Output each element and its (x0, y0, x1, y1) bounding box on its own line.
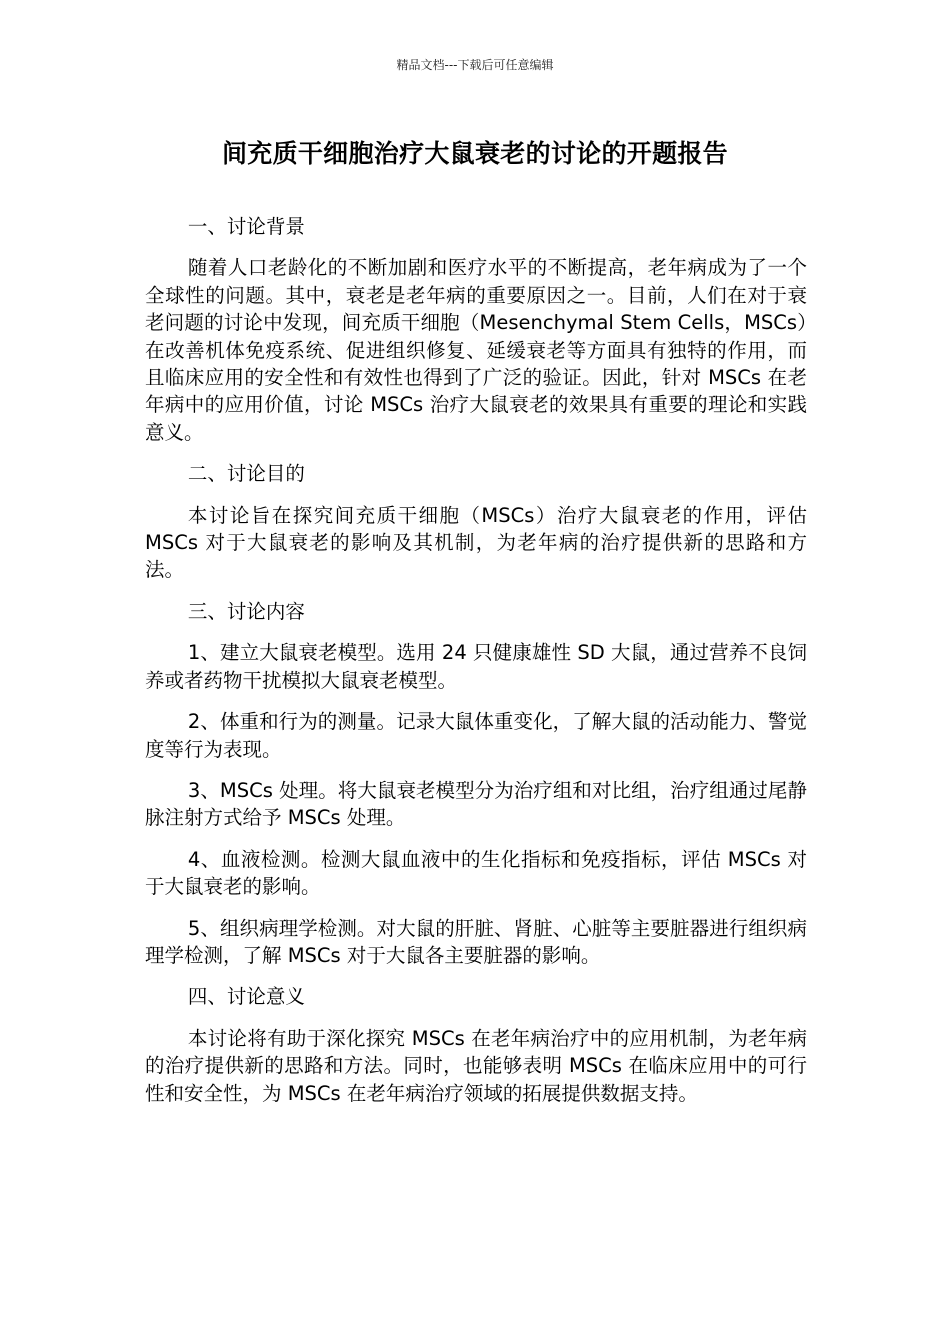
paragraph-significance: 本讨论将有助于深化探究 MSCs 在老年病治疗中的应用机制，为老年病的治疗提供新的思路和方法。同时，也能够表明 MSCs 在临床应用中的可行性和安全性，为 MSCs 在老年病治疗领域的拓展提供数据支持。 (145, 1026, 807, 1105)
content-item-4: 4、血液检测。检测大鼠血液中的生化指标和免疫指标，评估 MSCs 对于大鼠衰老的影响。 (145, 847, 807, 899)
section-heading-significance: 四、讨论意义 (187, 985, 305, 1009)
section-heading-content: 三、讨论内容 (187, 599, 305, 623)
section-heading-purpose: 二、讨论目的 (187, 462, 305, 486)
paragraph-purpose: 本讨论旨在探究间充质干细胞（MSCs）治疗大鼠衰老的作用，评估 MSCs 对于大鼠衰老的影响及其机制，为老年病的治疗提供新的思路和方法。 (145, 503, 807, 582)
section-heading-background: 一、讨论背景 (187, 215, 305, 238)
paragraph-background: 随着人口老龄化的不断加剧和医疗水平的不断提高，老年病成为了一个全球性的问题。其中，衰老是老年病的重要原因之一。目前，人们在对于衰老问题的讨论中发现，间充质干细胞（Mesenchymal Stem Cells，MSCs）在改善机体免疫系统、促进组织修复、延缓衰老等方面具有独特的作用，而且临床应用的安全性和有效性也得到了广泛的验证。因此，针对 MSCs 在老年病中的应用价值，讨论 MSCs 治疗大鼠衰老的效果具有重要的理论和实践意义。 (145, 256, 807, 444)
content-item-2: 2、体重和行为的测量。记录大鼠体重变化，了解大鼠的活动能力、警觉度等行为表现。 (145, 710, 807, 761)
page-header: 精品文档---下载后可任意编辑 (396, 58, 554, 72)
content-item-1: 1、建立大鼠衰老模型。选用 24 只健康雄性 SD 大鼠，通过营养不良饲养或者药物干扰模拟大鼠衰老模型。 (145, 641, 807, 692)
document-title: 间充质干细胞治疗大鼠衰老的讨论的开题报告 (221, 139, 728, 168)
content-item-5: 5、组织病理学检测。对大鼠的肝脏、肾脏、心脏等主要脏器进行组织病理学检测，了解 MSCs 对于大鼠各主要脏器的影响。 (145, 916, 807, 967)
content-item-3: 3、MSCs 处理。将大鼠衰老模型分为治疗组和对比组，治疗组通过尾静脉注射方式给予 MSCs 处理。 (145, 778, 807, 830)
document-body (145, 213, 807, 1121)
